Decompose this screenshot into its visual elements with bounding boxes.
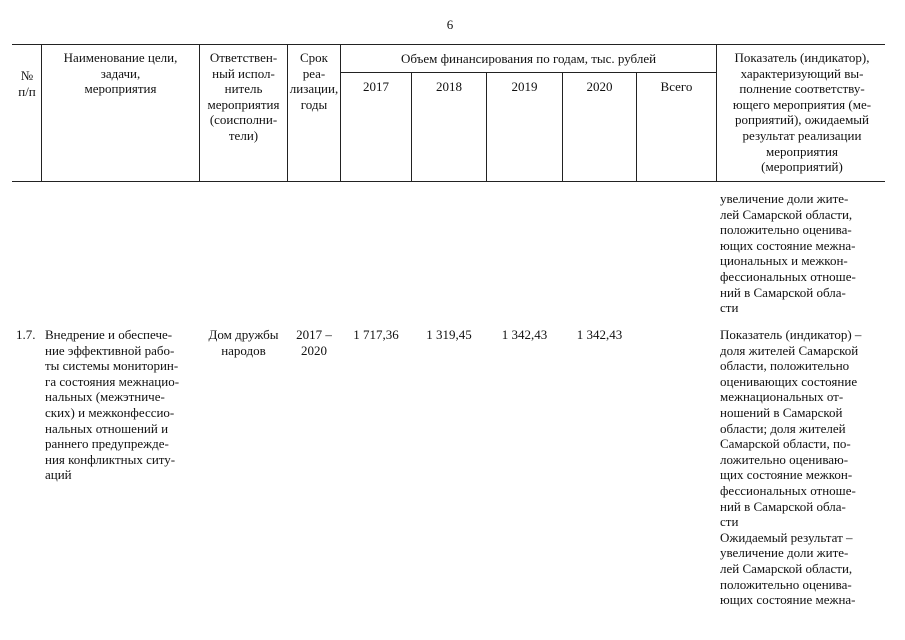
header-bottom-border (12, 181, 885, 182)
header-year: 2017 (363, 79, 389, 94)
header-total: Всего (660, 79, 693, 94)
row-value-2017: 1 717,36 (353, 327, 399, 342)
row-value-2020: 1 342,43 (576, 327, 623, 342)
header-year: 2018 (436, 79, 462, 94)
header-top-border (12, 44, 885, 45)
header-year: 2019 (511, 79, 538, 94)
row-value-2018: 1 319,45 (426, 327, 472, 342)
row-term: 2017 – 2020 (296, 327, 332, 358)
continued-indicator: увеличение доли жите- лей Самарской области, положительно оценива- ющих состояние межна- циональных и межкон- фессиональных отноше- ний в Самарской обла- сти (720, 191, 856, 316)
row-number: 1.7. (16, 327, 36, 342)
row-value-2019: 1 342,43 (501, 327, 548, 342)
page-number: 6 (446, 17, 454, 32)
header-funding: Объем финансирования по годам, тыс. рублей (400, 51, 657, 66)
header-number: № п/п (18, 68, 36, 99)
row-responsible: Дом дружбы народов (208, 327, 279, 358)
row-name: Внедрение и обеспече- ние эффективной рабо- ты системы мониторин- га состояния межнацио- нальных (межэтниче- ских) и межконфессио- нальных отношений и раннего предупрежде- ния конфликтных ситу- аций (45, 327, 180, 483)
header-name: Наименование цели, задачи, мероприятия (63, 50, 178, 97)
header-year: 2020 (586, 79, 613, 94)
header-indicator: Показатель (индикатор), характеризующий вы- полнение соответству- ющего мероприятия (ме- роприятий), ожидаемый результат реализации мероприятия (мероприятий) (732, 50, 872, 175)
header-term: Срок реа- лизации, годы (289, 50, 339, 112)
funding-subheader-border (340, 72, 716, 73)
row-indicator: Показатель (индикатор) – доля жителей Самарской области, положительно оценивающих состояние межнациональных от- ношений в Самарской области; доля жителей Самарской области, по- ложительно оцениваю- щих состояние межкон- фессиональных отноше- ний в Самарской обла- сти Ожидаемый результат – увеличение доли жите- лей Самарской области, положительно оценива- ющих состояние межна- (720, 327, 862, 608)
header-responsible: Ответствен- ный испол- нитель мероприятия (соисполни- тели) (207, 50, 280, 143)
